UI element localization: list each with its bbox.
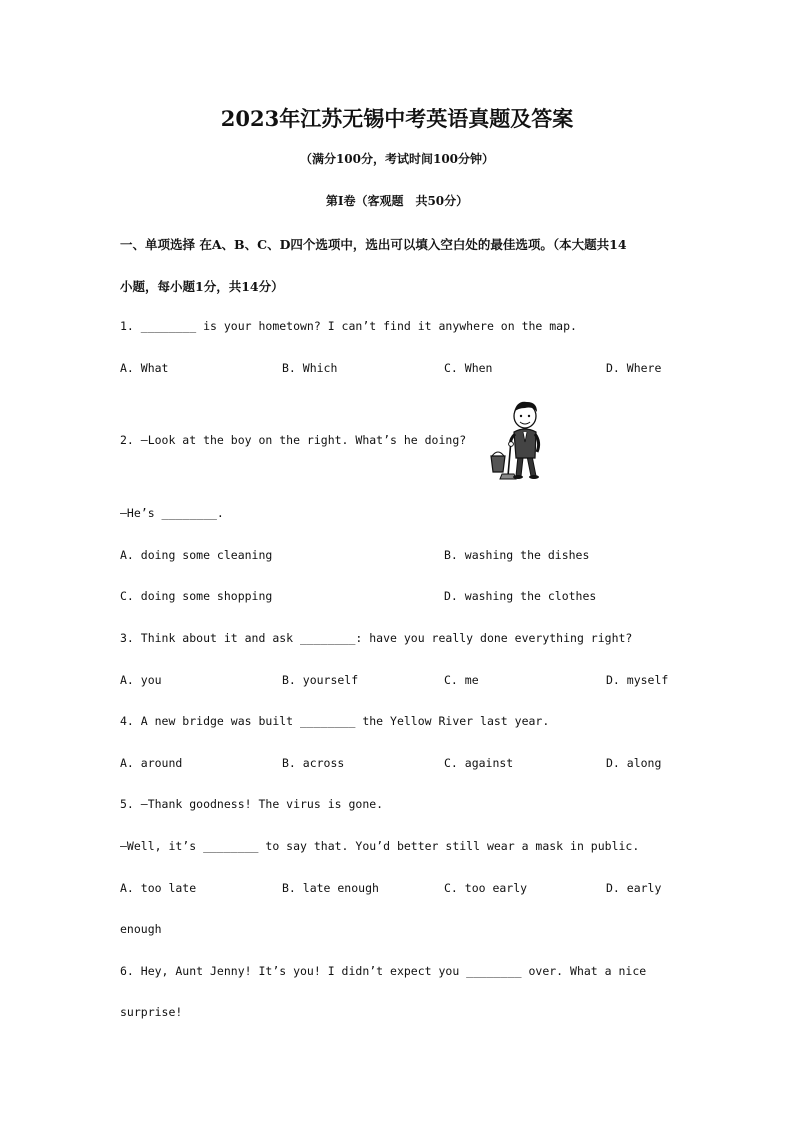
question-2-reply: —He’s ________. [120,506,224,520]
question-6-stem-continued: surprise! [120,1005,183,1019]
boy-mopping-illustration [487,396,547,480]
question-5-option-c: C. too early [444,881,528,895]
question-6-stem: 6. Hey, Aunt Jenny! It’s you! I didn’t expect you ________ over. What a nice [120,964,647,978]
question-4-option-d: D. along [606,756,662,770]
question-5-reply: —Well, it’s ________ to say that. You’d better still wear a mask in public. [120,839,640,853]
question-4-option-a: A. around [120,756,183,770]
question-2-option-a: A. doing some cleaning [120,548,273,562]
question-2-stem: 2. —Look at the boy on the right. What’s he doing? [120,433,467,447]
part-one-instructions-line-2: 小题，每小题1分，共14分） [120,279,284,294]
part-one-instructions-line-1: 一、单项选择 在A、B、C、D四个选项中，选出可以填入空白处的最佳选项。（本大题共14 [120,237,627,252]
question-5-option-b: B. late enough [282,881,379,895]
question-3-option-b: B. yourself [282,673,359,687]
question-2-option-c: C. doing some shopping [120,589,273,603]
question-5-option-a: A. too late [120,881,197,895]
question-5-stem: 5. —Thank goodness! The virus is gone. [120,797,384,811]
question-1-option-a: A. What [120,361,169,375]
question-1-option-d: D. Where [606,361,662,375]
question-2-option-b: B. washing the dishes [444,548,590,562]
question-1-option-b: B. Which [282,361,338,375]
document-title: 2023年江苏无锡中考英语真题及答案 [220,106,574,131]
question-3-option-d: D. myself [606,673,669,687]
exam-info: （满分100分，考试时间100分钟） [299,152,495,166]
question-1-stem: 1. ________ is your hometown? I can’t find it anywhere on the map. [120,319,577,333]
question-1-option-c: C. When [444,361,493,375]
question-2-option-d: D. washing the clothes [444,589,597,603]
question-4-option-b: B. across [282,756,345,770]
question-4-option-c: C. against [444,756,514,770]
question-3-option-c: C. me [444,673,479,687]
question-4-stem: 4. A new bridge was built ________ the Yellow River last year. [120,714,550,728]
section-heading: 第Ⅰ卷（客观题 共50分） [325,194,469,208]
question-3-stem: 3. Think about it and ask ________: have you really done everything right? [120,631,633,645]
question-5-option-d: D. early [606,881,662,895]
question-3-option-a: A. you [120,673,162,687]
question-5-option-d-continued: enough [120,922,162,936]
